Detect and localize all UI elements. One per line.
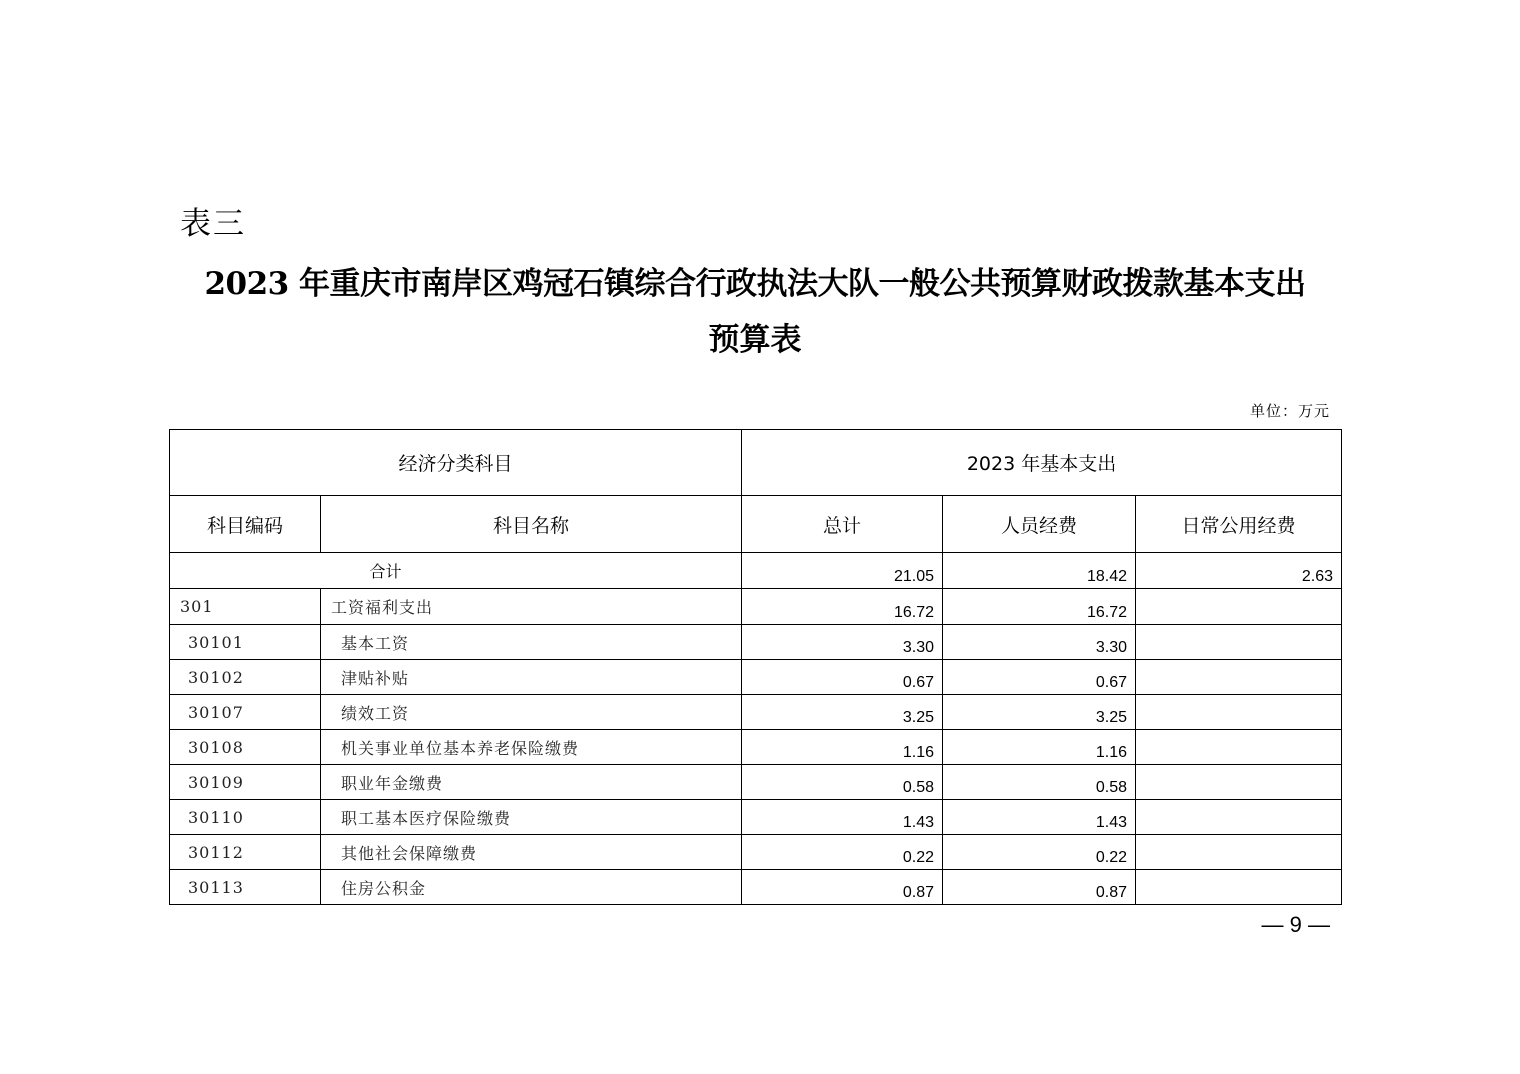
table-row [170,660,1342,695]
row-personnel: 1.16 [943,730,1136,765]
row-name: 津贴补贴 [321,660,742,695]
row-code: 30110 [170,800,321,835]
row-name: 住房公积金 [321,870,742,905]
row-personnel: 3.30 [943,625,1136,660]
header-name: 科目名称 [321,496,742,553]
row-total: 1.43 [742,800,943,835]
row-name: 职工基本医疗保险缴费 [321,800,742,835]
table-row [170,765,1342,800]
table-row [170,730,1342,765]
table-row [170,695,1342,730]
row-public [1136,730,1342,765]
row-personnel: 1.43 [943,800,1136,835]
header-public: 日常公用经费 [1136,496,1342,553]
table-row [170,800,1342,835]
row-public [1136,800,1342,835]
row-personnel: 0.67 [943,660,1136,695]
table-row [170,870,1342,905]
row-name: 职业年金缴费 [321,765,742,800]
row-code: 30113 [170,870,321,905]
page-title-line2: 预算表 [708,322,802,358]
row-name: 机关事业单位基本养老保险缴费 [321,730,742,765]
row-name: 工资福利支出 [321,589,742,625]
row-name: 其他社会保障缴费 [321,835,742,870]
row-personnel: 0.58 [943,765,1136,800]
row-total: 16.72 [742,589,943,625]
total-personnel: 18.42 [943,553,1136,589]
budget-table [169,429,1342,905]
row-total: 1.16 [742,730,943,765]
row-code: 30107 [170,695,321,730]
row-total: 3.25 [742,695,943,730]
total-label: 合计 [170,553,742,589]
table-row [170,589,1342,625]
total-public: 2.63 [1136,553,1342,589]
row-public [1136,835,1342,870]
header-column-row [170,496,1342,553]
header-code: 科目编码 [170,496,321,553]
header-total: 总计 [742,496,943,553]
row-personnel: 3.25 [943,695,1136,730]
page-title: 2023 年重庆市南岸区鸡冠石镇综合行政执法大队一般公共预算财政拨款基本支出 [204,266,1306,302]
row-personnel: 16.72 [943,589,1136,625]
total-total: 21.05 [742,553,943,589]
row-personnel: 0.87 [943,870,1136,905]
row-total: 3.30 [742,625,943,660]
row-public [1136,695,1342,730]
row-public [1136,870,1342,905]
row-code: 30112 [170,835,321,870]
row-total: 0.58 [742,765,943,800]
header-group-row [170,430,1342,496]
header-basic-expenditure: 2023 年基本支出 [742,430,1342,496]
row-code: 30102 [170,660,321,695]
row-code: 30109 [170,765,321,800]
header-personnel: 人员经费 [943,496,1136,553]
table-label: 表三 [180,206,246,242]
row-public [1136,660,1342,695]
table-row [170,625,1342,660]
row-total: 0.22 [742,835,943,870]
header-economic-category: 经济分类科目 [170,430,742,496]
row-name: 绩效工资 [321,695,742,730]
row-total: 0.87 [742,870,943,905]
row-public [1136,589,1342,625]
unit-label: 单位：万元 [1249,402,1330,420]
table-row [170,835,1342,870]
row-code: 301 [170,589,321,625]
row-personnel: 0.22 [943,835,1136,870]
row-code: 30108 [170,730,321,765]
row-public [1136,765,1342,800]
total-row [170,553,1342,589]
row-total: 0.67 [742,660,943,695]
row-code: 30101 [170,625,321,660]
page-number: — 9 — [1261,912,1330,937]
row-name: 基本工资 [321,625,742,660]
row-public [1136,625,1342,660]
